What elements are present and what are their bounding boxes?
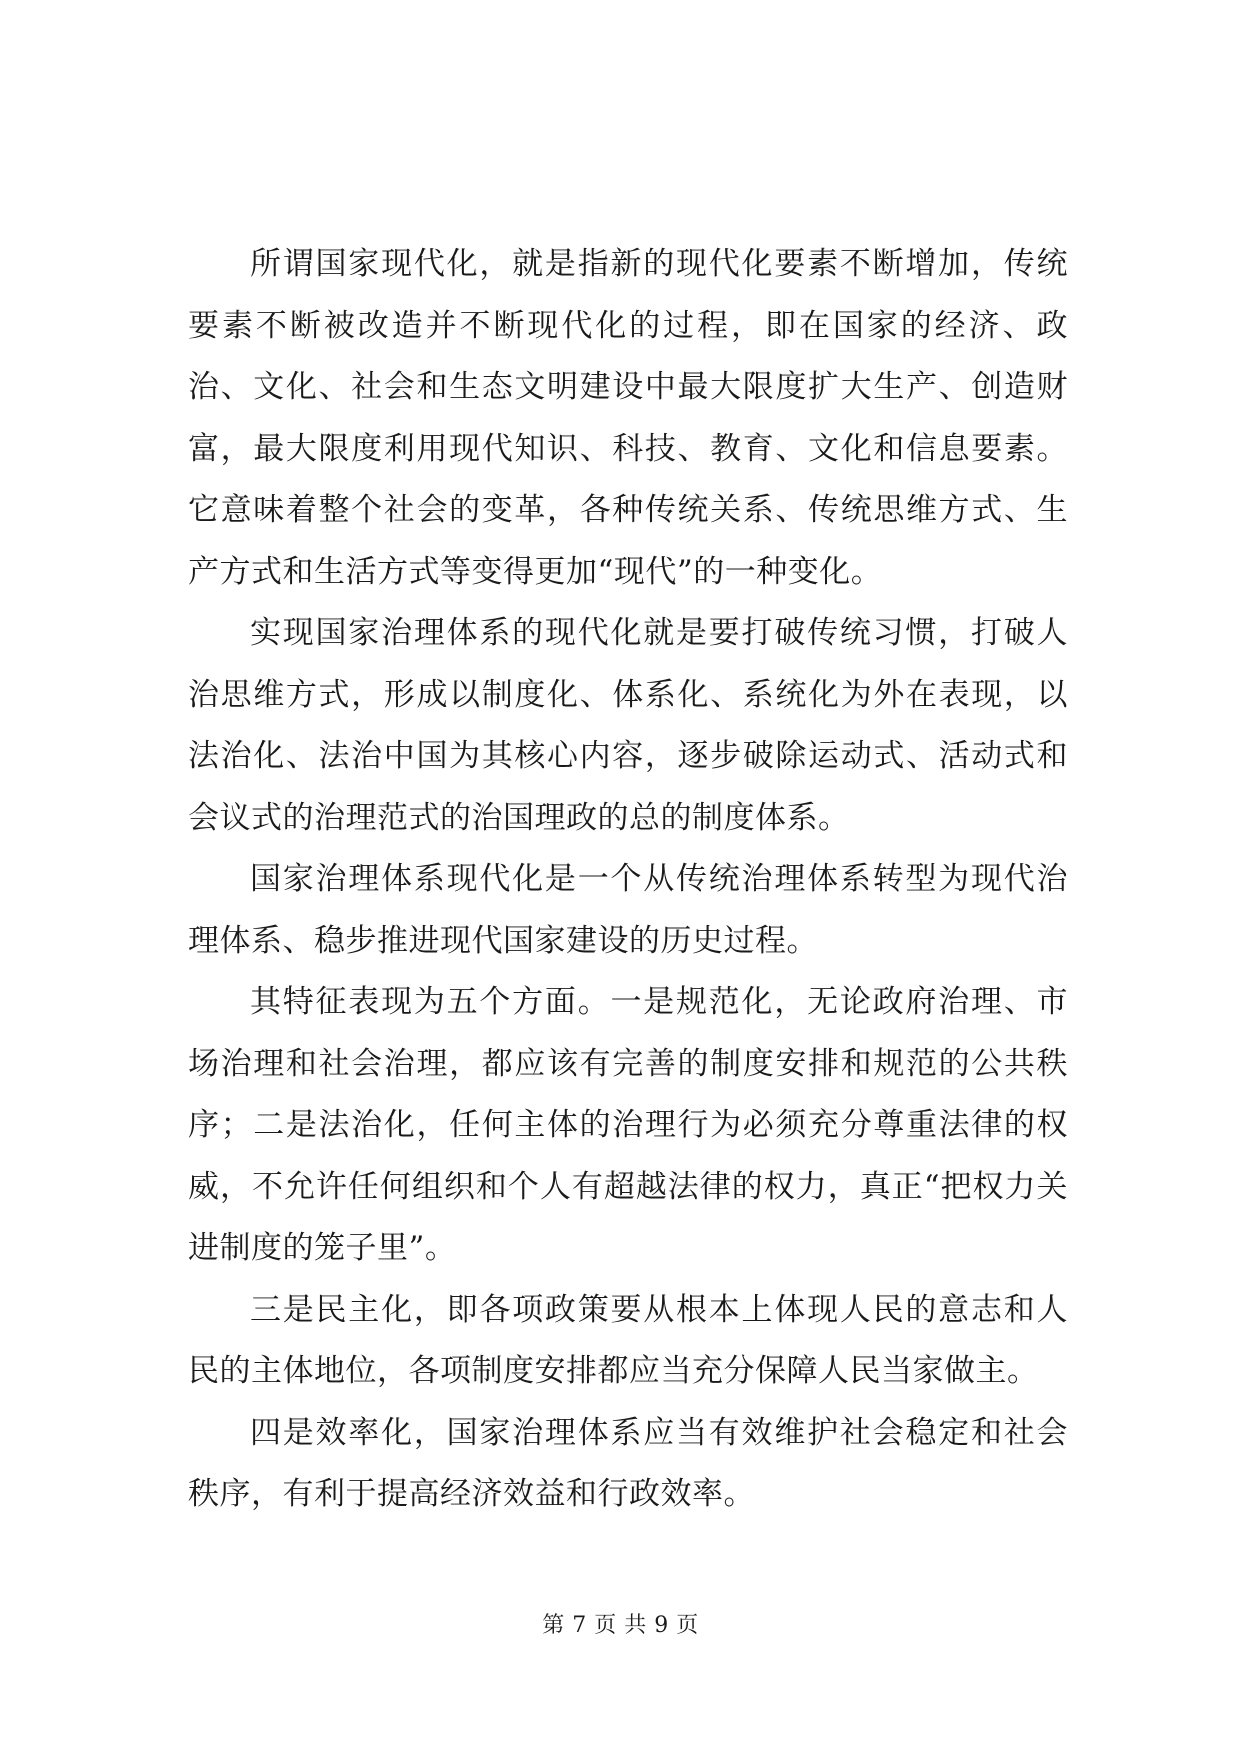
page-number-footer: 第 7 页 共 9 页 xyxy=(542,1613,699,1638)
paragraph: 三是民主化，即各项政策要从根本上体现人民的意志和人民的主体地位，各项制度安排都应当充分保障人民当家做主。 xyxy=(188,1291,1068,1389)
paragraph: 四是效率化，国家治理体系应当有效维护社会稳定和社会秩序，有利于提高经济效益和行政效率。 xyxy=(188,1414,1068,1512)
paragraph: 国家治理体系现代化是一个从传统治理体系转型为现代治理体系、稳步推进现代国家建设的历史过程。 xyxy=(188,861,1068,959)
document-body xyxy=(188,234,1068,1526)
paragraph: 所谓国家现代化，就是指新的现代化要素不断增加，传统要素不断被改造并不断现代化的过程，即在国家的经济、政治、文化、社会和生态文明建设中最大限度扩大生产、创造财富，最大限度利用现代知识、科技、教育、文化和信息要素。它意味着整个社会的变革，各种传统关系、传统思维方式、生产方式和生活方式等变得更加“现代”的一种变化。 xyxy=(188,246,1068,590)
paragraph: 实现国家治理体系的现代化就是要打破传统习惯，打破人治思维方式，形成以制度化、体系化、系统化为外在表现，以法治化、法治中国为其核心内容，逐步破除运动式、活动式和会议式的治理范式的治国理政的总的制度体系。 xyxy=(188,615,1068,836)
paragraph: 其特征表现为五个方面。一是规范化，无论政府治理、市场治理和社会治理，都应该有完善的制度安排和规范的公共秩序；二是法治化，任何主体的治理行为必须充分尊重法律的权威，不允许任何组织和个人有超越法律的权力，真正“把权力关进制度的笼子里”。 xyxy=(188,984,1068,1266)
